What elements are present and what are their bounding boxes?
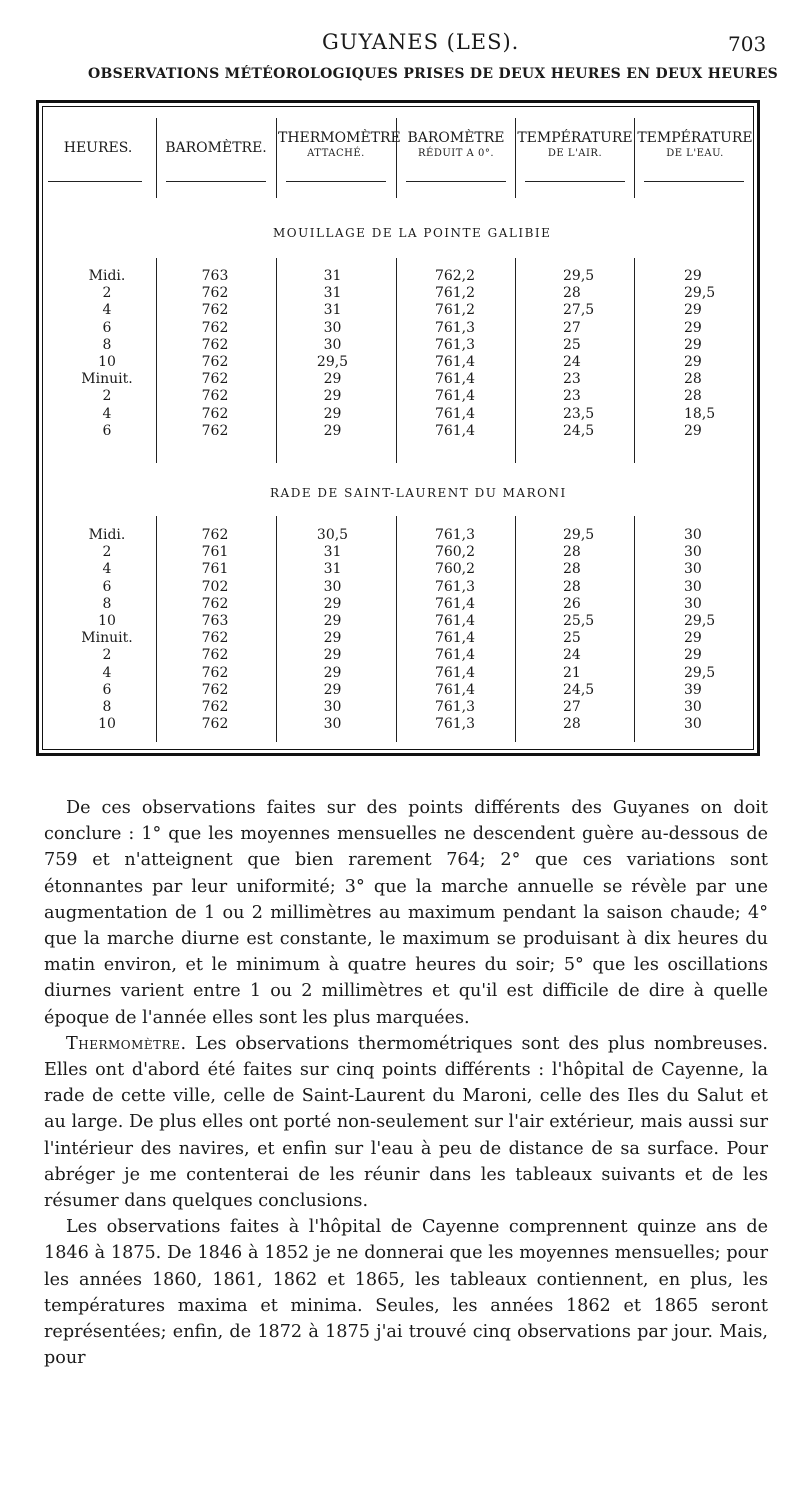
cell-hour: 4 <box>102 664 112 681</box>
cell-barometer-reduced: 761,3 <box>434 699 476 715</box>
cell-barometer: 762 <box>201 285 229 302</box>
cell-water-temperature: 29 <box>684 268 702 284</box>
cell-water-temperature: 29 <box>684 302 702 319</box>
cell-thermometer: 29 <box>323 664 342 681</box>
cell-barometer-reduced: 762,2 <box>434 268 476 284</box>
cell-hour: 2 <box>102 647 112 664</box>
cell-air-temperature: 23 <box>563 388 581 405</box>
cell-barometer-reduced: 761,3 <box>434 336 476 353</box>
cell-thermometer: 30 <box>323 336 342 353</box>
cell-water-temperature: 30 <box>684 716 702 733</box>
cell-barometer-reduced: 761,4 <box>434 681 476 698</box>
table-caption: OBSERVATIONS MÉTÉOROLOGIQUES PRISES DE DEUX HEURES EN DEUX HEURES <box>88 66 779 82</box>
column-rule <box>634 118 635 198</box>
cell-barometer: 761 <box>201 544 229 561</box>
cell-hour: Minuit. <box>81 630 133 647</box>
cell-air-temperature: 24 <box>563 647 581 664</box>
cell-barometer: 762 <box>201 354 229 370</box>
column-header-barometre: BAROMÈTRE. <box>165 140 267 156</box>
column-header-temperature-eau: TEMPÉRATURE DE L'EAU. <box>637 130 753 159</box>
cell-air-temperature: 25 <box>563 630 581 647</box>
paragraph: De ces observations faites sur des points différents des Guyanes on doit conclure : 1° que les moyennes mensuelles ne descendent guère au-dessous de 759 et n'atteignent que bien rarement 764; 2° que ces variations sont étonnantes par leur uniformité; 3° que la marche annuelle se révèle par une augmentation de 1 ou 2 millimètres au maximum pendant la saison chaude; 4° que la marche diurne est constante, le maximum se produisant à dix heures du matin environ, et le minimum à quatre heures du soir; 5° que les oscillations diurnes varient entre 1 ou 2 millimètres et qu'il est difficile de dire à quelle époque de l'année elles sont les plus marquées. <box>44 798 768 1028</box>
paragraph: Thermomètre. Les observations thermométriques sont des plus nombreuses. Elles ont d'abord été faites sur cinq points différents : l'hôpital de Cayenne, la rade de cette ville, celle de Saint-Laurent du Maroni, celle des Iles du Salut et au large. De plus elles ont porté non-seulement sur l'air extérieur, mais aussi sur l'intérieur des navires, et enfin sur l'eau à peu de distance de sa surface. Pour abréger je me contenterai de les réunir dans les tableaux suivants et de les résumer dans quelques conclusions. <box>44 1033 768 1212</box>
cell-barometer-reduced: 761,4 <box>434 422 476 439</box>
cell-barometer-reduced: 761,4 <box>434 664 476 681</box>
cell-barometer-reduced: 761,4 <box>434 371 476 388</box>
cell-barometer: 761 <box>201 561 229 578</box>
cell-thermometer: 29 <box>323 388 342 405</box>
cell-barometer: 762 <box>201 664 229 681</box>
body-text <box>44 795 768 1371</box>
cell-water-temperature: 30 <box>684 595 702 612</box>
cell-barometer-reduced: 761,3 <box>434 578 476 595</box>
cell-water-temperature: 28 <box>684 371 702 388</box>
cell-barometer-reduced: 761,3 <box>434 527 476 543</box>
table-row <box>0 285 800 302</box>
cell-air-temperature: 23 <box>563 371 581 388</box>
cell-air-temperature: 26 <box>563 595 581 612</box>
table-row <box>0 544 800 561</box>
table-row <box>0 268 800 285</box>
paragraph: Les observations faites à l'hôpital de Cayenne comprennent quinze ans de 1846 à 1875. De 1846 à 1852 je ne donnerai que les moyennes mensuelles; pour les années 1860, 1861, 1862 et 1865, les tableaux contiennent, en plus, les températures maxima et minima. Seules, les années 1862 et 1865 seront représentées; enfin, de 1872 à 1875 j'ai trouvé cinq observations par jour. Mais, pour <box>44 1217 768 1369</box>
table-row <box>0 423 800 440</box>
section-title: MOUILLAGE DE LA POINTE GALIBIE <box>273 226 552 240</box>
cell-thermometer: 29 <box>323 405 342 422</box>
column-header-heures: HEURES. <box>63 140 133 156</box>
cell-barometer: 762 <box>201 405 229 422</box>
cell-hour: Minuit. <box>81 371 133 388</box>
cell-thermometer: 29 <box>323 647 342 664</box>
cell-barometer-reduced: 761,4 <box>434 647 476 664</box>
cell-barometer: 762 <box>201 699 229 715</box>
cell-hour: 4 <box>102 302 112 319</box>
cell-hour: 2 <box>102 388 112 405</box>
cell-air-temperature: 24,5 <box>563 681 595 698</box>
cell-thermometer: 31 <box>323 302 342 319</box>
cell-barometer: 762 <box>201 371 229 388</box>
cell-air-temperature: 27 <box>563 699 581 715</box>
cell-barometer-reduced: 761,3 <box>434 319 476 336</box>
table-row <box>0 665 800 682</box>
cell-hour: 10 <box>98 716 116 733</box>
cell-thermometer: 29 <box>323 630 342 647</box>
cell-barometer: 762 <box>201 681 229 698</box>
cell-water-temperature: 29 <box>684 630 702 647</box>
cell-hour: 8 <box>102 336 112 353</box>
cell-thermometer: 29 <box>323 595 342 612</box>
cell-hour: Midi. <box>88 268 126 284</box>
table-row <box>0 406 800 423</box>
cell-water-temperature: 29,5 <box>684 285 716 302</box>
header-rule <box>644 181 744 182</box>
cell-air-temperature: 27 <box>563 319 581 336</box>
cell-barometer: 762 <box>201 630 229 647</box>
running-title: GUYANES (LES). <box>322 30 520 54</box>
cell-water-temperature: 29,5 <box>684 664 716 681</box>
table-row <box>0 630 800 647</box>
column-header-barometre-reduit: BAROMÈTRE RÉDUIT A 0°. <box>407 130 505 159</box>
column-rule <box>276 118 277 198</box>
cell-hour: 6 <box>102 681 112 698</box>
cell-air-temperature: 29,5 <box>563 268 595 284</box>
cell-barometer: 762 <box>201 388 229 405</box>
table-row <box>0 699 800 716</box>
cell-barometer-reduced: 761,4 <box>434 354 476 370</box>
cell-barometer: 762 <box>201 319 229 336</box>
cell-thermometer: 29 <box>323 371 342 388</box>
cell-barometer: 763 <box>201 268 229 284</box>
cell-water-temperature: 29 <box>684 319 702 336</box>
cell-barometer-reduced: 761,4 <box>434 405 476 422</box>
cell-thermometer: 31 <box>323 268 342 284</box>
cell-water-temperature: 30 <box>684 544 702 561</box>
cell-barometer-reduced: 761,4 <box>434 595 476 612</box>
table-row <box>0 613 800 630</box>
cell-air-temperature: 21 <box>563 664 581 681</box>
cell-barometer: 763 <box>201 613 229 629</box>
cell-water-temperature: 30 <box>684 527 702 543</box>
section-title: RADE DE SAINT-LAURENT DU MARONI <box>270 486 567 500</box>
cell-thermometer: 30 <box>323 699 342 715</box>
cell-hour: 8 <box>102 595 112 612</box>
column-rule <box>156 118 157 198</box>
cell-water-temperature: 39 <box>684 681 702 698</box>
cell-hour: 6 <box>102 578 112 595</box>
running-head <box>0 30 800 60</box>
cell-air-temperature: 23,5 <box>563 405 595 422</box>
cell-hour: Midi. <box>88 527 126 543</box>
cell-hour: 2 <box>102 544 112 561</box>
cell-thermometer: 30 <box>323 716 342 733</box>
header-rule <box>286 181 386 182</box>
table-row <box>0 388 800 405</box>
cell-water-temperature: 28 <box>684 388 702 405</box>
section-lead: Thermomètre. <box>66 1033 187 1054</box>
table-row <box>0 302 800 319</box>
cell-air-temperature: 27,5 <box>563 302 595 319</box>
cell-barometer: 762 <box>201 595 229 612</box>
table-row <box>0 579 800 596</box>
header-rule <box>48 181 142 182</box>
cell-thermometer: 29 <box>323 422 342 439</box>
cell-hour: 10 <box>98 354 116 370</box>
table-row <box>0 561 800 578</box>
cell-hour: 2 <box>102 285 112 302</box>
cell-barometer-reduced: 761,4 <box>434 630 476 647</box>
cell-water-temperature: 30 <box>684 699 702 715</box>
cell-thermometer: 29 <box>323 681 342 698</box>
cell-air-temperature: 28 <box>563 285 581 302</box>
cell-barometer: 762 <box>201 422 229 439</box>
cell-air-temperature: 25 <box>563 336 581 353</box>
cell-air-temperature: 28 <box>563 716 581 733</box>
cell-water-temperature: 30 <box>684 578 702 595</box>
cell-barometer-reduced: 761,4 <box>434 388 476 405</box>
cell-air-temperature: 28 <box>563 578 581 595</box>
table-row <box>0 716 800 733</box>
cell-thermometer: 29,5 <box>316 354 349 370</box>
cell-water-temperature: 29 <box>684 354 702 370</box>
cell-barometer: 702 <box>201 578 229 595</box>
cell-thermometer: 30,5 <box>316 527 349 543</box>
cell-water-temperature: 29 <box>684 422 702 439</box>
cell-barometer-reduced: 760,2 <box>434 561 476 578</box>
table-row <box>0 682 800 699</box>
cell-barometer: 762 <box>201 302 229 319</box>
cell-barometer-reduced: 761,2 <box>434 285 476 302</box>
cell-hour: 6 <box>102 319 112 336</box>
cell-water-temperature: 29 <box>684 647 702 664</box>
table-row <box>0 337 800 354</box>
table-row <box>0 596 800 613</box>
cell-barometer: 762 <box>201 716 229 733</box>
cell-air-temperature: 24,5 <box>563 422 595 439</box>
header-rule <box>166 181 266 182</box>
column-rule <box>515 118 516 198</box>
cell-water-temperature: 30 <box>684 561 702 578</box>
cell-hour: 4 <box>102 405 112 422</box>
cell-barometer-reduced: 761,2 <box>434 302 476 319</box>
cell-air-temperature: 29,5 <box>563 527 595 543</box>
header-rule <box>406 181 506 182</box>
cell-barometer-reduced: 761,4 <box>434 613 476 629</box>
page-number: 703 <box>728 32 767 56</box>
cell-barometer-reduced: 760,2 <box>434 544 476 561</box>
cell-air-temperature: 28 <box>563 544 581 561</box>
table-row <box>0 371 800 388</box>
cell-thermometer: 31 <box>323 544 342 561</box>
column-header-temperature-air: TEMPÉRATURE DE L'AIR. <box>517 130 633 159</box>
cell-water-temperature: 29,5 <box>684 613 716 629</box>
cell-thermometer: 30 <box>323 578 342 595</box>
cell-air-temperature: 28 <box>563 561 581 578</box>
header-rule <box>525 181 625 182</box>
cell-thermometer: 29 <box>323 613 342 629</box>
cell-barometer-reduced: 761,3 <box>434 716 476 733</box>
cell-air-temperature: 25,5 <box>563 613 595 629</box>
cell-hour: 10 <box>98 613 116 629</box>
cell-barometer: 762 <box>201 336 229 353</box>
column-header-thermometre: THERMOMÈTRE ATTACHÉ. <box>278 130 401 159</box>
cell-thermometer: 31 <box>323 285 342 302</box>
cell-hour: 4 <box>102 561 112 578</box>
cell-air-temperature: 24 <box>563 354 581 370</box>
cell-hour: 6 <box>102 422 112 439</box>
table-row <box>0 354 800 371</box>
table-row <box>0 320 800 337</box>
table-row <box>0 647 800 664</box>
cell-barometer: 762 <box>201 527 229 543</box>
cell-thermometer: 30 <box>323 319 342 336</box>
cell-water-temperature: 18,5 <box>684 405 716 422</box>
table-row <box>0 527 800 544</box>
cell-thermometer: 31 <box>323 561 342 578</box>
cell-hour: 8 <box>102 699 112 715</box>
cell-water-temperature: 29 <box>684 336 702 353</box>
cell-barometer: 762 <box>201 647 229 664</box>
